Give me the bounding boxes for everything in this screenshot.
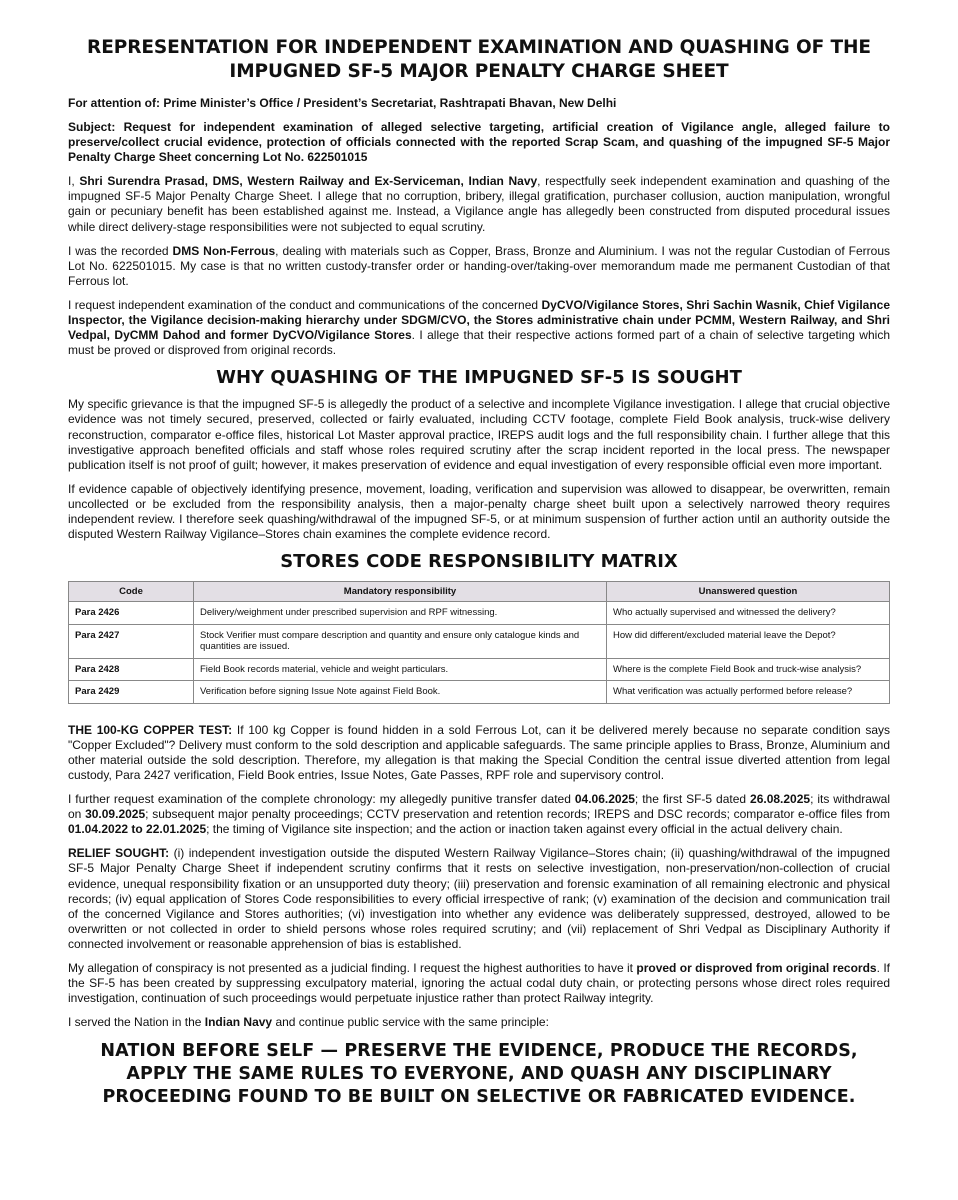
copper-test-paragraph [68, 723, 890, 783]
table-cell-question: How did different/excluded material leave the Depot? [607, 624, 890, 658]
grievance-paragraph: My specific grievance is that the impugned SF-5 is allegedly the product of a selective and incomplete Vigilance investigation. I allege that crucial objective evidence was not timely secured, preserved, collected or fairly evaluated, including CCTV footage, complete Field Book analysis, truck-wise delivery reconstruction, comparator e-office files, historical Lot Master approval practice, IREPS audit logs and the full responsibility chain. I further allege that this investigative approach benefited officials and staff whose roles required scrutiny after the scrap incident reported in the local press. The newspaper publication itself is not proof of guilt; however, it makes preservation of evidence and equal investigation of every responsible official even more important. [68, 397, 890, 472]
column-header-responsibility: Mandatory responsibility [194, 582, 607, 602]
text-span: I served the Nation in the [68, 1015, 205, 1030]
relief-paragraph [68, 846, 890, 952]
text-span: ; the timing of Vigilance site inspection; and the action or inaction taken against every official in the actual delivery chain. [206, 822, 843, 837]
column-header-code: Code [69, 582, 194, 602]
table-cell-responsibility: Field Book records material, vehicle and weight particulars. [194, 658, 607, 681]
service-paragraph [68, 1015, 890, 1030]
responsibility-matrix-table [68, 581, 890, 704]
table-row [69, 624, 890, 658]
text-span: I, [68, 174, 80, 189]
text-span: . I allege that their respective actions formed part of a chain of selective targeting which must be proved or disproved from original records. [68, 328, 890, 358]
bold-span: proved or disproved from original records [636, 960, 877, 975]
text-span: , dealing with materials such as Copper, Brass, Bronze and Aluminium. I was not the regular Custodian of Ferrous Lot No. 622501015. My case is that no written custody-transfer order or handing-over/taking-over memorandum made me permanent Custodian of that Ferrous lot. [68, 243, 890, 288]
text-span: ; its withdrawal on [68, 792, 890, 822]
table-header-row [69, 582, 890, 602]
section-heading-why: WHY QUASHING OF THE IMPUGNED SF-5 IS SOUGHT [216, 367, 742, 389]
section-heading-matrix: STORES CODE RESPONSIBILITY MATRIX [280, 551, 678, 573]
table-cell-responsibility: Stock Verifier must compare description and quantity and ensure only catalogue kinds and quantities are issued. [194, 624, 607, 658]
table-cell-responsibility: Delivery/weighment under prescribed supervision and RPF witnessing. [194, 602, 607, 625]
custodian-paragraph [68, 244, 890, 289]
text-span: , respectfully seek independent examination and quashing of the impugned SF-5 Major Penalty Charge Sheet. I allege that no corruption, bribery, illegal gratification, purchaser collusion, auction manipulation, wrongful gain or pecuniary benefit has been established against me. Instead, a Vigilance angle has allegedly been constructed from disputed procedural issues while direct delivery-stage responsibilities were not subjected to equal scrutiny. [68, 174, 890, 234]
date-span: 01.04.2022 to 22.01.2025 [68, 822, 207, 837]
table-cell-code: Para 2427 [69, 624, 194, 658]
table-cell-responsibility: Verification before signing Issue Note against Field Book. [194, 681, 607, 704]
bold-span: Indian Navy [204, 1015, 273, 1030]
document-title: REPRESENTATION FOR INDEPENDENT EXAMINATION AND QUASHING OF THE IMPUGNED SF-5 MAJOR PENALTY CHARGE SHEET [87, 37, 871, 82]
chronology-paragraph [68, 792, 890, 837]
intro-paragraph [68, 174, 890, 234]
table-cell-question: Who actually supervised and witnessed the delivery? [607, 602, 890, 625]
bold-span: DMS Non-Ferrous [172, 243, 276, 258]
conspiracy-paragraph [68, 961, 890, 1006]
bold-span: Shri Surendra Prasad, DMS, Western Railway and Ex-Serviceman, Indian Navy [79, 174, 538, 189]
bold-span: DyCVO/Vigilance Stores, Shri Sachin Wasnik, Chief Vigilance Inspector, the Vigilance decision-making hierarchy under SDGM/CVO, the Stores administrative chain under PCMM, Western Railway, and Shri Vedpal, DyCMM Dahod and former DyCVO/Vigilance Stores [68, 297, 891, 343]
table-cell-code: Para 2428 [69, 658, 194, 681]
table-row [69, 602, 890, 625]
text-span: If 100 kg Copper is found hidden in a sold Ferrous Lot, can it be delivered merely because no separate condition says "Copper Excluded"? Delivery must conform to the sold description and applicable safeguards. The same principle applies to Brass, Bronze, Aluminium and other material outside the sold description. Therefore, my allegation is that making the Special Condition the central issue diverted attention from legal custody, Para 2427 verification, Field Book entries, Issue Notes, Gate Passes, RPF role and supervisory control. [68, 722, 891, 782]
text-span: I further request examination of the complete chronology: my allegedly punitive transfer dated [68, 792, 575, 807]
attention-line: For attention of: Prime Minister’s Office / President’s Secretariat, Rashtrapati Bhavan, New Delhi [68, 96, 617, 110]
table-cell-question: Where is the complete Field Book and truck-wise analysis? [607, 658, 890, 681]
table-row [69, 681, 890, 704]
text-span: and continue public service with the same principle: [272, 1015, 549, 1030]
text-span: ; the first SF-5 dated [634, 792, 751, 807]
evidence-paragraph: If evidence capable of objectively identifying presence, movement, loading, verification and supervision was allowed to disappear, be overwritten, remain uncollected or be excluded from the responsibility analysis, then a major-penalty charge sheet built upon a selectively narrowed theory requires independent review. I therefore seek quashing/withdrawal of the impugned SF-5, or at minimum suspension of further action until an authority outside the disputed Western Railway Vigilance–Stores chain examines the complete evidence record. [68, 481, 890, 542]
bold-span: RELIEF SOUGHT: [68, 846, 170, 861]
bold-span: THE 100-KG COPPER TEST: [68, 722, 233, 737]
date-span: 26.08.2025 [750, 792, 811, 807]
text-span: (i) independent investigation outside the disputed Western Railway Vigilance–Stores chain; (ii) quashing/withdrawal of the impugned SF-5 Major Penalty Charge Sheet if independent scrutiny confirms that it rests on selective investigation, non-preservation/non-collection of crucial evidence, unequal responsibility fixation or an unsupported duty theory; (iii) preservation and forensic examination of all remaining electronic and physical records; (iv) equal application of Stores Code responsibilities to every official irrespective of rank; (v) examination of the decision and communication trail of the concerned Vigilance and Stores authorities; (vi) investigation into whether any evidence was deliberately suppressed, destroyed, allowed to be overwritten or not collected in order to shield persons whose roles required scrutiny; and (vii) replacement of Shri Vedpal as Disciplinary Authority if connected involvement or reasonable apprehension of bias is established. [68, 846, 890, 951]
date-span: 04.06.2025 [574, 792, 635, 807]
text-span: I was the recorded [68, 243, 173, 258]
closing-statement: NATION BEFORE SELF — PRESERVE THE EVIDENCE, PRODUCE THE RECORDS, APPLY THE SAME RULES TO EVERYONE, AND QUASH ANY DISCIPLINARY PROCEEDING FOUND TO BE BUILT ON SELECTIVE OR FABRICATED EVIDENCE. [100, 1041, 858, 1108]
column-header-question: Unanswered question [607, 582, 890, 602]
table-cell-code: Para 2429 [69, 681, 194, 704]
table-row [69, 658, 890, 681]
text-span: ; subsequent major penalty proceedings; CCTV preservation and retention records; IREPS and DSC records; comparator e-office files from [145, 807, 890, 822]
table-cell-code: Para 2426 [69, 602, 194, 625]
text-span: My allegation of conspiracy is not presented as a judicial finding. I request the highest authorities to have it [68, 960, 637, 975]
examination-request-paragraph [68, 298, 890, 358]
subject-paragraph: Subject: Request for independent examination of alleged selective targeting, artificial creation of Vigilance angle, alleged failure to preserve/collect crucial evidence, protection of officials connected with the reported Scrap Scam, and quashing of the impugned SF-5 Major Penalty Charge Sheet concerning Lot No. 622501015 [68, 120, 890, 165]
text-span: . If the SF-5 has been created by suppressing exculpatory material, ignoring the actual codal duty chain, or protecting persons whose direct roles required investigation, continuation of such proceedings would perpetuate injustice rather than protect Railway integrity. [68, 960, 890, 1006]
date-span: 30.09.2025 [85, 807, 146, 822]
text-span: I request independent examination of the conduct and communications of the concerned [68, 297, 542, 312]
table-cell-question: What verification was actually performed before release? [607, 681, 890, 704]
